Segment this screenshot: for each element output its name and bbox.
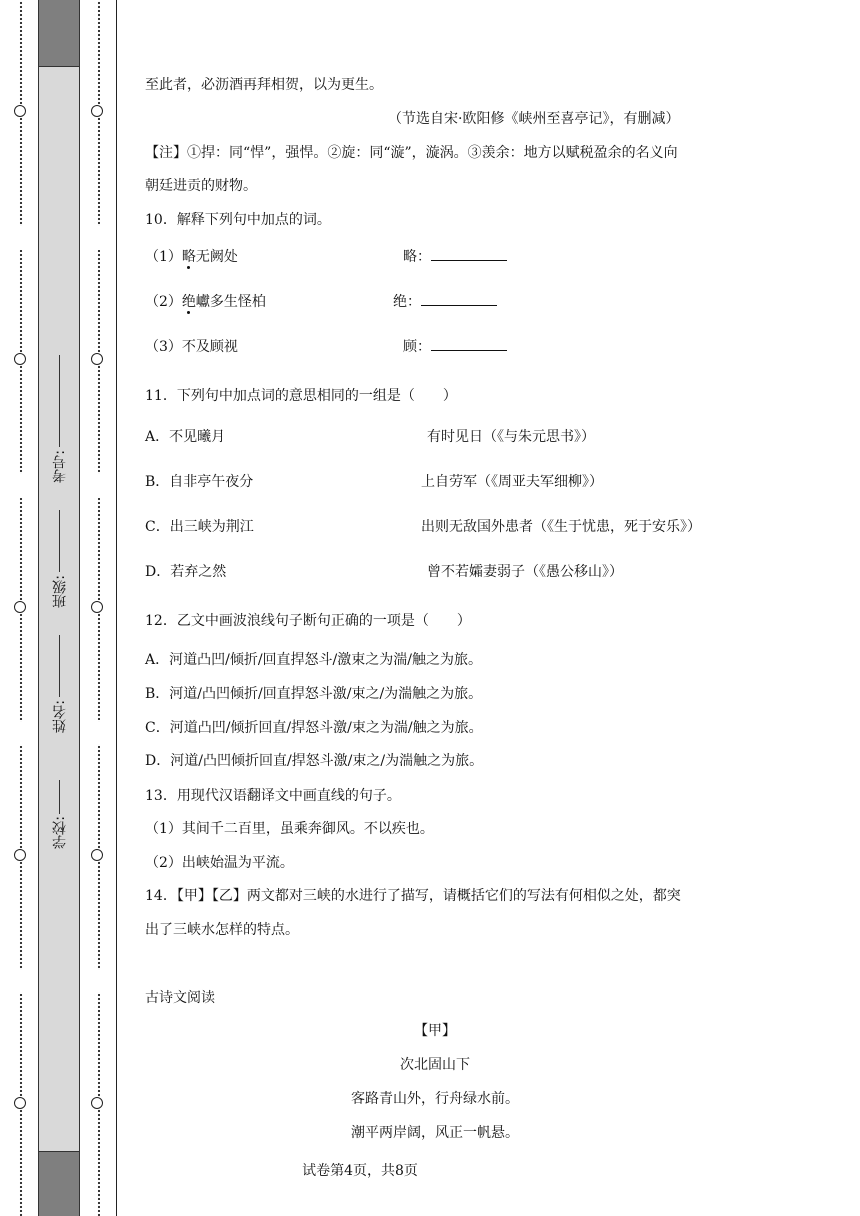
option: D．河道/凸凹倾折回直/捍怒斗激/束之/为湍触之为旅。 (145, 753, 484, 769)
question-14-stem: 出了三峡水怎样的特点。 (145, 922, 299, 938)
answer-blank[interactable]: 绝： (393, 291, 497, 311)
passage-note: 【注】①捍：同“悍”，强悍。②旋：同“漩”，漩涡。③羡余：地方以赋税盈余的名义向 (145, 145, 678, 161)
question-10-item: （1）略无阙处 (145, 249, 238, 265)
question-10-item: （3）不及顾视 (145, 339, 238, 355)
school-label: 学校: (52, 816, 68, 849)
passage-source: （节选自宋·欧阳修《峡州至喜亭记》，有删减） (388, 111, 680, 127)
question-14-stem: 14．【甲】【乙】两文都对三峡的水进行了描写，请概括它们的写法有何相似之处，都突 (145, 888, 681, 904)
option-label: D．若弃之然 (145, 564, 227, 580)
question-10-stem: 10．解释下列句中加点的词。 (145, 212, 331, 228)
option-compare: 上自劳军（《周亚夫军细柳》） (421, 474, 603, 490)
option: B．河道/凸凹倾折/回直捍怒斗激/束之/为湍触之为旅。 (145, 686, 483, 702)
option-compare: 有时见日（《与朱元思书》） (427, 429, 595, 445)
exam-number-label: 考号: (52, 450, 68, 483)
poem-line: 客路青山外，行舟绿水前。 (351, 1091, 519, 1107)
option: C．河道凸凹/倾折回直/捍怒斗激/束之为湍/触之为旅。 (145, 720, 483, 736)
question-13-item: （2）出峡始温为平流。 (145, 855, 294, 871)
passage-note: 朝廷进贡的财物。 (145, 178, 257, 194)
option-compare: 曾不若孀妻弱子（《愚公移山》） (427, 564, 623, 580)
option-label: A．不见曦月 (145, 429, 226, 445)
poem-part-label: 【甲】 (414, 1023, 456, 1039)
answer-blank[interactable]: 顾： (403, 336, 507, 356)
option-compare: 出则无敌国外患者（《生于忧患，死于安乐》） (421, 519, 701, 535)
answer-blank[interactable]: 略： (403, 246, 507, 266)
option-label: B．自非亭午夜分 (145, 474, 254, 490)
question-13-item: （1）其间千二百里，虽乘奔御风。不以疾也。 (145, 821, 434, 837)
question-12-stem: 12．乙文中画波浪线句子断句正确的一项是（ ） (145, 613, 471, 629)
question-11-stem: 11．下列句中加点词的意思相同的一组是（ ） (145, 388, 457, 404)
question-10-item: （2）绝巘多生怪柏 (145, 294, 266, 310)
question-13-stem: 13．用现代汉语翻译文中画直线的句子。 (145, 788, 401, 804)
passage-last-line: 至此者，必沥酒再拜相贺，以为更生。 (145, 77, 383, 93)
binding-dots (0, 0, 120, 1216)
name-label: 姓名: (52, 700, 68, 733)
poem-line: 潮平两岸阔，风正一帆悬。 (351, 1125, 519, 1141)
page-footer: 试卷第4页，共8页 (302, 1163, 418, 1179)
option-label: C．出三峡为荆江 (145, 519, 254, 535)
poem-title: 次北固山下 (400, 1057, 470, 1073)
option: A．河道凸凹/倾折/回直捍怒斗/激束之为湍/触之为旅。 (145, 652, 482, 668)
section-heading: 古诗文阅读 (145, 990, 215, 1006)
class-label: 班级: (52, 575, 68, 608)
